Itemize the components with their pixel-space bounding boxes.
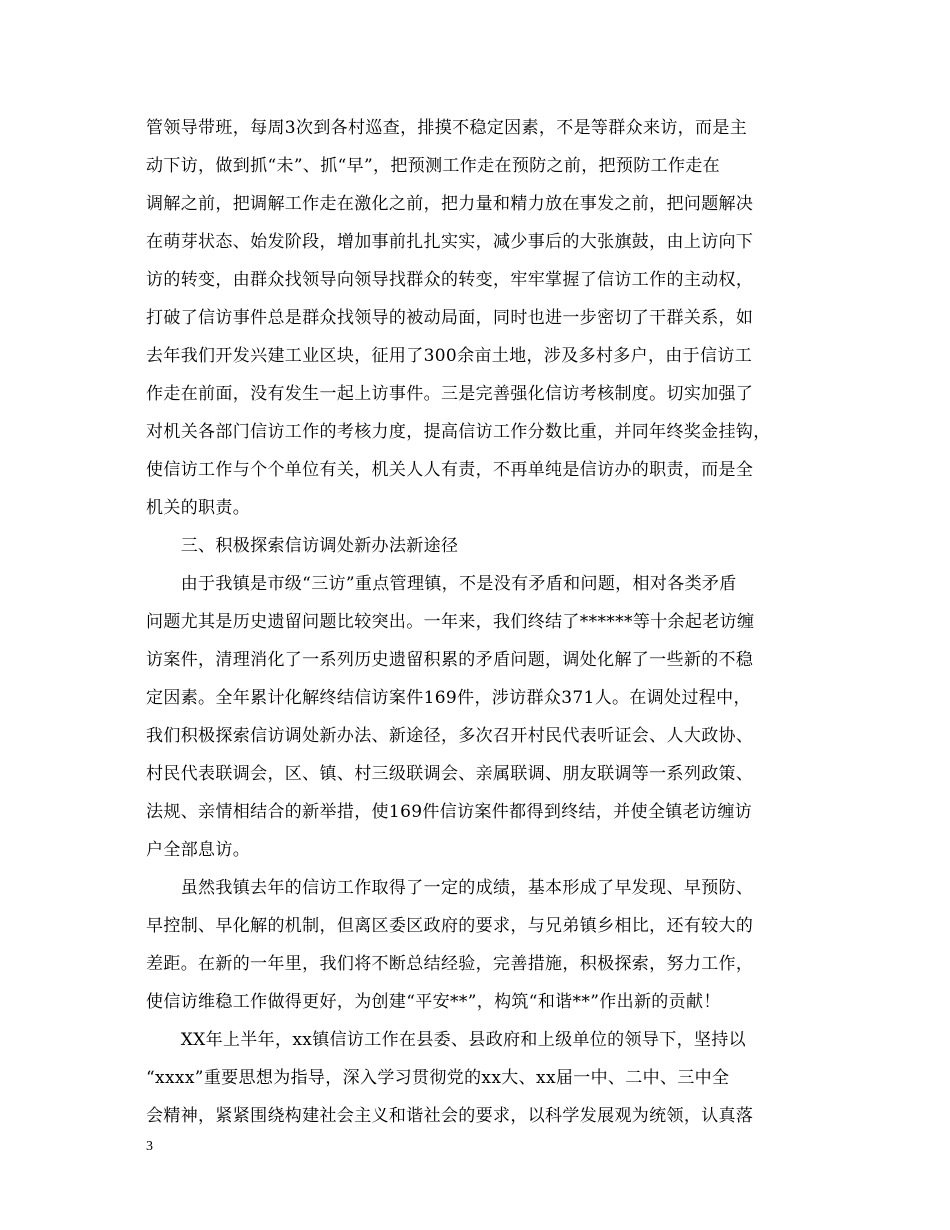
text-line: 我们积极探索信访调处新办法、新途径，多次召开村民代表听证会、人大政协、 [146, 726, 754, 746]
text-line: 访案件，清理消化了一系列历史遗留积累的矛盾问题，调处化解了一些新的不稳 [146, 650, 754, 670]
text-line: 村民代表联调会，区、镇、村三级联调会、亲属联调、朋友联调等一系列政策、 [146, 764, 754, 784]
text-line: 动下访，做到抓“未”、抓“早”，把预测工作走在预防之前，把预防工作走在 [146, 156, 721, 176]
page-number: 3 [146, 1139, 153, 1154]
text-line: 由于我镇是市级“三访”重点管理镇，不是没有矛盾和问题，相对各类矛盾 [146, 574, 737, 594]
text-line: 法规、亲情相结合的新举措，使169件信访案件都得到终结，并使全镇老访缠访 [146, 802, 753, 822]
text-line: 早控制、早化解的机制，但离区委区政府的要求，与兄弟镇乡相比，还有较大的 [146, 916, 754, 936]
text-line: 户全部息访。 [146, 840, 251, 860]
text-line: 机关的职责。 [146, 498, 251, 518]
text-line: 访的转变，由群众找领导向领导找群众的转变，牢牢掌握了信访工作的主动权， [146, 270, 754, 290]
body-text [146, 109, 806, 1135]
text-line: 去年我们开发兴建工业区块，征用了300余亩土地，涉及多村多户，由于信访工 [146, 346, 753, 366]
text-line: 管领导带班，每周3次到各村巡查，排摸不稳定因素，不是等群众来访，而是主 [146, 118, 748, 138]
text-line: 使信访维稳工作做得更好，为创建“平安**”，构筑“和谐**”作出新的贡献！ [146, 992, 721, 1012]
text-line: 调解之前，把调解工作走在激化之前，把力量和精力放在事发之前，把问题解决 [146, 194, 754, 214]
text-line: 定因素。全年累计化解终结信访案件169件，涉访群众371人。在调处过程中， [146, 688, 751, 708]
text-line: “xxxx”重要思想为指导，深入学习贯彻党的xx大、xx届一中、二中、三中全 [146, 1068, 730, 1088]
text-line: 作走在前面，没有发生一起上访事件。三是完善强化信访考核制度。切实加强了 [146, 384, 754, 404]
text-line: 虽然我镇去年的信访工作取得了一定的成绩，基本形成了早发现、早预防、 [146, 878, 754, 898]
text-line: 在萌芽状态、始发阶段，增加事前扎扎实实，减少事后的大张旗鼓，由上访向下 [146, 232, 754, 252]
text-line: 差距。在新的一年里，我们将不断总结经验，完善措施，积极探索，努力工作， [146, 954, 754, 974]
text-line: 对机关各部门信访工作的考核力度，提高信访工作分数比重，并同年终奖金挂钩， [146, 422, 771, 442]
text-line: 问题尤其是历史遗留问题比较突出。一年来，我们终结了******等十余起老访缠 [146, 612, 755, 632]
text-line: 打破了信访事件总是群众找领导的被动局面，同时也进一步密切了干群关系，如 [146, 308, 754, 328]
section-heading: 三、积极探索信访调处新办法新途径 [146, 536, 459, 556]
text-line: 使信访工作与个个单位有关，机关人人有责，不再单纯是信访办的职责，而是全 [146, 460, 754, 480]
text-line: XX年上半年，xx镇信访工作在县委、县政府和上级单位的领导下，坚持以 [146, 1030, 746, 1050]
text-line: 会精神，紧紧围绕构建社会主义和谐社会的要求，以科学发展观为统领，认真落 [146, 1106, 754, 1126]
